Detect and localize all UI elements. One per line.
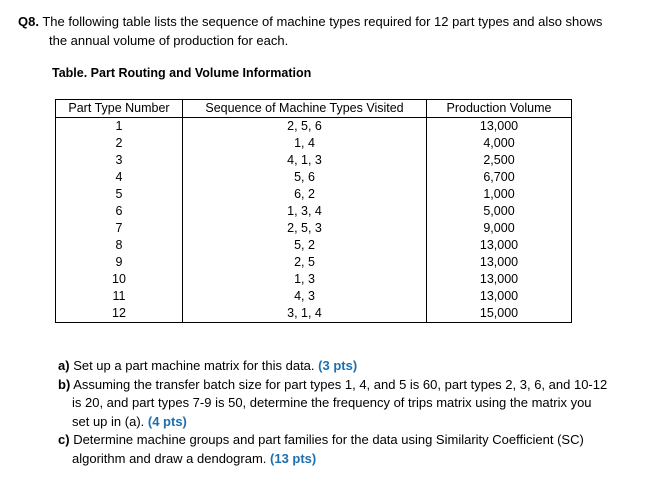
cell-part-type: 6 <box>56 203 183 220</box>
part-a-points: (3 pts) <box>318 358 358 373</box>
cell-part-type: 3 <box>56 152 183 169</box>
cell-sequence: 4, 3 <box>183 288 427 305</box>
table-row <box>56 135 572 152</box>
cell-sequence: 5, 6 <box>183 169 427 186</box>
table-row <box>56 288 572 305</box>
cell-volume: 13,000 <box>427 271 572 288</box>
table-row <box>56 271 572 288</box>
part-b-line-3: set up in (a). <box>72 413 145 429</box>
cell-volume: 13,000 <box>427 288 572 305</box>
cell-sequence: 2, 5 <box>183 254 427 271</box>
part-b-line-2: is 20, and part types 7-9 is 50, determine the frequency of trips matrix using the matrix you <box>72 395 592 410</box>
table-row <box>56 254 572 271</box>
cell-volume: 2,500 <box>427 152 572 169</box>
question-parts <box>58 357 638 468</box>
question-header <box>18 12 638 50</box>
cell-volume: 1,000 <box>427 186 572 203</box>
cell-part-type: 12 <box>56 305 183 323</box>
cell-part-type: 9 <box>56 254 183 271</box>
cell-part-type: 11 <box>56 288 183 305</box>
cell-part-type: 5 <box>56 186 183 203</box>
table-row <box>56 169 572 186</box>
cell-volume: 13,000 <box>427 254 572 271</box>
table-row <box>56 152 572 169</box>
table-row <box>56 237 572 254</box>
cell-sequence: 2, 5, 6 <box>183 118 427 136</box>
part-a-text: Set up a part machine matrix for this data. <box>73 358 315 373</box>
part-c-line-1: Determine machine groups and part families for the data using Similarity Coefficient (SC) <box>73 432 584 447</box>
cell-part-type: 2 <box>56 135 183 152</box>
cell-volume: 6,700 <box>427 169 572 186</box>
cell-volume: 9,000 <box>427 220 572 237</box>
table-row <box>56 305 572 323</box>
cell-volume: 13,000 <box>427 237 572 254</box>
table-title: Table. Part Routing and Volume Information <box>52 66 312 80</box>
question-line-2: the annual volume of production for each. <box>49 33 289 48</box>
part-a <box>58 357 638 376</box>
part-c-line-2-wrap <box>58 450 638 469</box>
cell-sequence: 1, 4 <box>183 135 427 152</box>
cell-sequence: 5, 2 <box>183 237 427 254</box>
question-line-1: The following table lists the sequence of machine types required for 12 part types and also shows <box>42 14 603 29</box>
table-row <box>56 220 572 237</box>
header-volume: Production Volume <box>427 100 572 118</box>
table-header-row <box>56 100 572 118</box>
part-a-label: a) <box>58 358 70 373</box>
cell-sequence: 6, 2 <box>183 186 427 203</box>
header-part-type: Part Type Number <box>56 100 183 118</box>
cell-volume: 5,000 <box>427 203 572 220</box>
cell-sequence: 3, 1, 4 <box>183 305 427 323</box>
part-c <box>58 431 638 468</box>
table-row <box>56 203 572 220</box>
cell-part-type: 8 <box>56 237 183 254</box>
cell-part-type: 10 <box>56 271 183 288</box>
cell-part-type: 1 <box>56 118 183 136</box>
table-row <box>56 118 572 136</box>
cell-sequence: 1, 3, 4 <box>183 203 427 220</box>
cell-sequence: 2, 5, 3 <box>183 220 427 237</box>
part-b-label: b) <box>58 376 71 392</box>
part-c-points: (13 pts) <box>270 450 317 466</box>
cell-volume: 4,000 <box>427 135 572 152</box>
cell-volume: 15,000 <box>427 305 572 323</box>
part-b-points: (4 pts) <box>147 413 187 429</box>
cell-volume: 13,000 <box>427 118 572 136</box>
part-c-line-2: algorithm and draw a dendogram. <box>72 450 267 466</box>
routing-table <box>55 99 572 323</box>
cell-sequence: 4, 1, 3 <box>183 152 427 169</box>
part-b <box>58 376 638 432</box>
header-sequence: Sequence of Machine Types Visited <box>183 100 427 118</box>
cell-part-type: 4 <box>56 169 183 186</box>
table-row <box>56 186 572 203</box>
cell-part-type: 7 <box>56 220 183 237</box>
part-b-line-1: Assuming the transfer batch size for part types 1, 4, and 5 is 60, part types 2, 3, 6, and 10-12 <box>73 376 608 392</box>
cell-sequence: 1, 3 <box>183 271 427 288</box>
part-c-label: c) <box>58 432 70 447</box>
question-number: Q8. <box>18 14 39 29</box>
table-body <box>56 118 572 323</box>
part-b-line-3-wrap <box>58 413 638 432</box>
